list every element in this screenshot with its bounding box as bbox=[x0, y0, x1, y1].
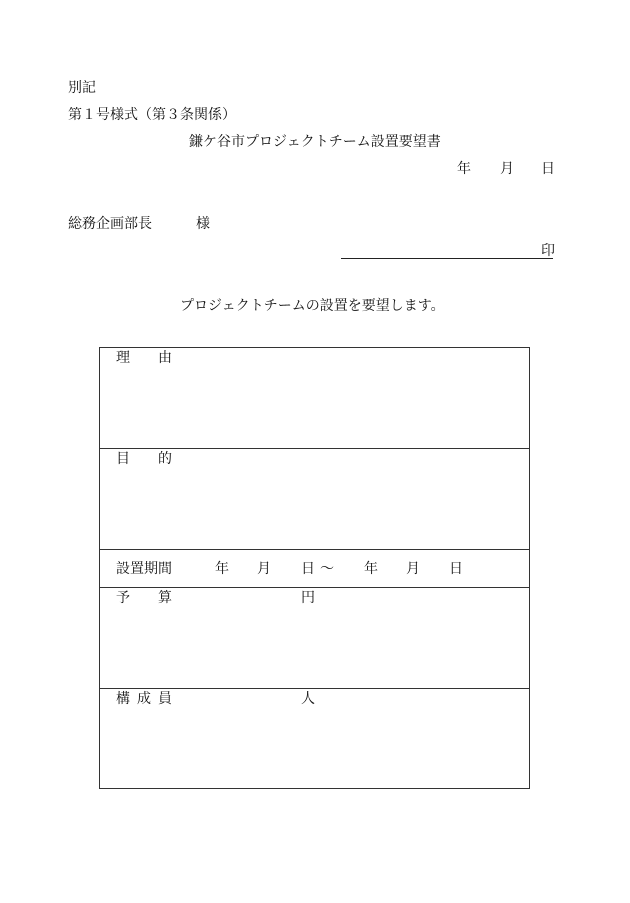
attachment-label: 別記 bbox=[68, 80, 96, 96]
request-statement: プロジェクトチームの設置を要望します。 bbox=[180, 298, 445, 314]
period-label: 設置期間 bbox=[116, 561, 172, 577]
members-unit: 人 bbox=[301, 691, 315, 707]
period-start-month: 月 bbox=[257, 561, 271, 577]
applicant-signature-line bbox=[341, 258, 553, 259]
period-start-year: 年 bbox=[215, 561, 229, 577]
date-day-label: 日 bbox=[541, 161, 555, 177]
reason-label: 理 由 bbox=[116, 350, 172, 366]
period-end-year: 年 bbox=[364, 561, 378, 577]
form-number: 第１号様式（第３条関係） bbox=[68, 107, 236, 123]
row-divider bbox=[100, 688, 529, 689]
period-end-month: 月 bbox=[406, 561, 420, 577]
seal-mark: 印 bbox=[541, 243, 555, 259]
row-divider bbox=[100, 549, 529, 550]
period-separator: ～ bbox=[320, 561, 334, 577]
request-form-table bbox=[99, 347, 530, 789]
date-month-label: 月 bbox=[500, 161, 514, 177]
purpose-label: 目 的 bbox=[116, 451, 172, 467]
members-label: 構成員 bbox=[116, 691, 179, 707]
row-divider bbox=[100, 448, 529, 449]
row-divider bbox=[100, 587, 529, 588]
date-year-label: 年 bbox=[457, 161, 471, 177]
addressee-name: 総務企画部長 bbox=[68, 216, 152, 232]
document-title: 鎌ケ谷市プロジェクトチーム設置要望書 bbox=[189, 134, 441, 150]
period-end-day: 日 bbox=[449, 561, 463, 577]
budget-unit: 円 bbox=[301, 590, 315, 606]
addressee-honorific: 様 bbox=[196, 216, 210, 232]
budget-label: 予 算 bbox=[116, 590, 172, 606]
period-start-day: 日 bbox=[301, 561, 315, 577]
